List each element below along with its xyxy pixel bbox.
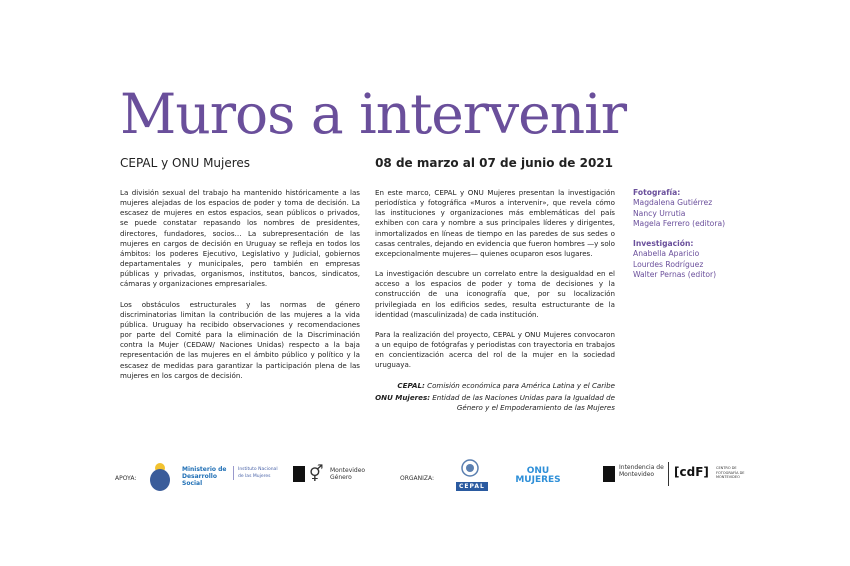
credit-name: Lourdes Rodríguez [633,259,704,269]
cepal-logo: CEPAL [456,482,488,491]
divider [668,462,669,486]
organiza-label: ORGANIZA: [400,475,435,482]
text-column-2 [375,188,615,413]
intendencia-emblem [603,466,615,482]
term: CEPAL: [397,380,425,390]
page-title: Muros a intervenir [120,82,627,146]
paragraph: Los obstáculos estructurales y las normas de género discriminatorias limitan la contribución de las mujeres a la vida pública. Uruguay ha recibido observaciones y recomendaciones por parte del Comité para la eliminación de la Discriminación contra la Mujer (CEDAW/ Naciones Unidas) respecto a la baja representación de las mujeres en el ámbito público y político y la escasez de medidas para garantizar la participación plena de las mujeres en los cargos de decisión. [120,299,360,380]
definition-onu [375,393,615,413]
logo-strip [0,458,850,498]
credits-heading: Investigación: [633,239,694,249]
credits-research [633,239,763,280]
paragraph: La investigación descubre un correlato entre la desigualdad en el acceso a los espacios de poder y toma de decisiones y la construcción de una iconografía que, por su localización privilegiada en los edificios sedes, resulta estructurante de la identidad (masculinizada) de cada institución. [375,269,615,319]
cdf-logo: [cdF] [674,465,709,479]
credits-photography [633,188,763,229]
montevideo-logo [293,466,305,482]
cdf-subtitle: CENTRO DE FOTOGRAFÍA DE MONTEVIDEO [716,466,745,479]
credit-name: Magdalena Gutiérrez [633,198,713,208]
credit-name: Walter Pernas (editor) [633,270,717,280]
inmujeres-logo: Instituto Nacional de las Mujeres [233,466,280,480]
paragraph: Para la realización del proyecto, CEPAL y ONU Mujeres convocaron a un equipo de fotógrafas y periodistas con trayectoria en trabajos en concientización acerca del rol de la mujer en la sociedad uruguaya. [375,329,615,370]
paragraph: En este marco, CEPAL y ONU Mujeres presentan la investigación periodística y fotográfica «Muros a intervenir», que revela cómo las instituciones y organizaciones más emblemáticas del país exhiben con cara y nombre a sus principales líderes y dirigentes, inmortalizados en líneas de tiempo en las paredes de sus sedes o casas centrales, dejando en evidencia que fueron hombres —y solo excepcionalmente mujeres— quienes ocuparon esos lugares. [375,188,615,258]
term: ONU Mujeres: [375,392,431,402]
exhibition-dates: 08 de marzo al 07 de junio de 2021 [375,156,613,170]
apoya-label: APOYA: [115,475,137,482]
credits-heading: Fotografía: [633,188,681,197]
definition: Comisión económica para América Latina y el Caribe [427,380,615,390]
credit-name: Magela Ferrero (editora) [633,218,726,228]
credit-name: Nancy Urrutia [633,208,686,218]
onu-mujeres-logo: ONU MUJERES [515,466,561,485]
paragraph: La división sexual del trabajo ha mantenido históricamente a las mujeres alejadas de los espacios de poder y toma de decisión. La escasez de mujeres en estos espacios, sean públicos o privados, se puede constatar repasando los nombres de presidentes, directores, fundadores, socios… La subrepresentación de las mujeres en cargos de decisión en Uruguay se refleja en todos los ámbitos: los poderes Ejecutivo, Legislativo y Judicial, gobiernos departamentales y municipales, pero también en empresas públicas y privadas, organismos, institutos, bancos, sindicatos, cámaras y organizaciones empresariales. [120,188,360,289]
intendencia-logo: Intendencia de Montevideo [619,464,664,478]
uruguay-coat-of-arms-logo [148,462,172,492]
montevideo-genero-logo: Montevideo Género [330,467,366,481]
definition-cepal [375,381,615,391]
text-column-1 [120,188,360,391]
credits [633,188,763,290]
organizers: CEPAL y ONU Mujeres [120,156,251,170]
mides-logo: Ministerio de Desarrollo Social [182,466,227,487]
un-emblem-logo [460,458,480,478]
definition: Entidad de las Naciones Unidas para la Igualdad de Género y el Empoderamiento de las Mujeres [432,392,615,412]
credit-name: Anabella Aparicio [633,249,700,259]
gender-equality-icon: ⚥ [309,464,324,483]
